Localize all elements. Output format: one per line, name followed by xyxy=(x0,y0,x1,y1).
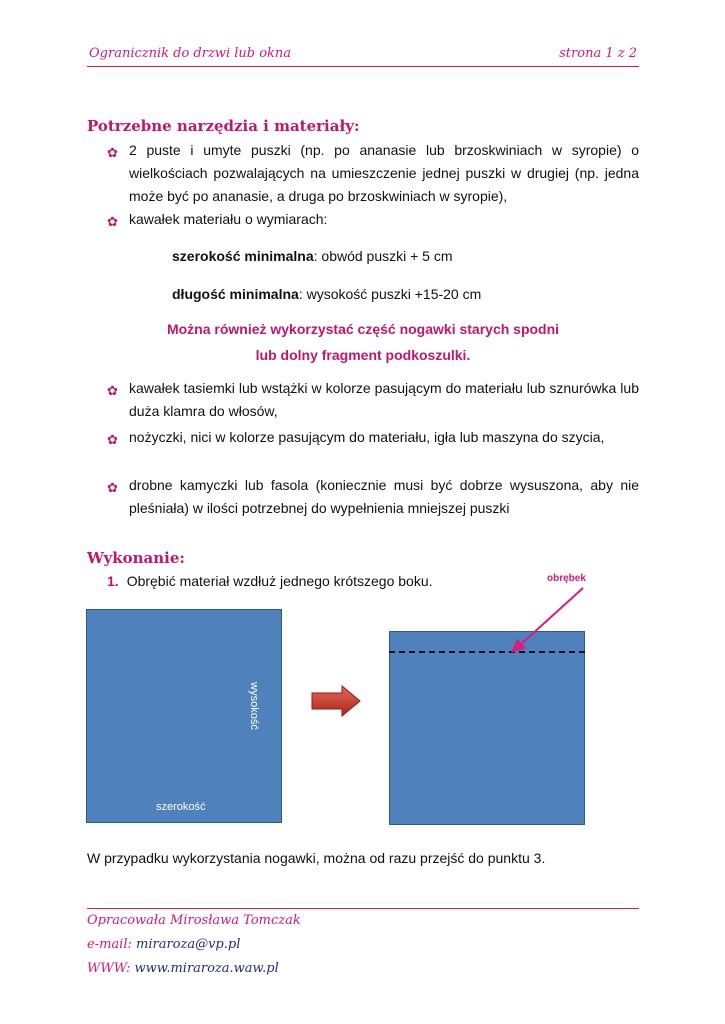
list-item: ✿ 2 puste i umyte puszki (np. po ananasie lub brzoskwiniach w syropie) o wielkościach pozwalających na umieszczenie jednej puszki w drugiej (np. jedna może być po ananasie, a druga po brzoskwiniach w syropie), xyxy=(107,142,639,204)
list-item: ✿ drobne kamyczki lub fasola (koniecznie musi być dobrze wysuszona, aby nie pleśniała) w ilości potrzebnej do wypełnienia mniejszej puszki xyxy=(107,477,639,516)
bullet-icon: ✿ xyxy=(107,383,118,398)
tools-heading: Potrzebne narzędzia i materiały: xyxy=(87,117,360,135)
page-header xyxy=(87,44,639,67)
bullet-icon: ✿ xyxy=(107,432,118,447)
author: Opracowała Mirosława Tomczak xyxy=(87,913,301,928)
list-item: ✿ kawałek tasiemki lub wstążki w kolorze pasującym do materiału lub sznurówka lub duża klamra do włosów, xyxy=(107,380,639,419)
bullet-icon: ✿ xyxy=(107,214,118,229)
list-item: ✿ kawałek materiału o wymiarach: xyxy=(107,208,639,231)
width-label: szerokość xyxy=(156,801,206,813)
bullet-icon: ✿ xyxy=(107,145,118,160)
execution-heading: Wykonanie: xyxy=(87,549,185,567)
hem-pointer-arrow-icon xyxy=(505,585,590,657)
list-item: ✿ nożyczki, nici w kolorze pasującym do materiału, igła lub maszyna do szycia, xyxy=(107,426,639,449)
hem-label: obrębek xyxy=(547,573,586,584)
page-number: strona 1 z 2 xyxy=(559,46,637,61)
email-label: e-mail: xyxy=(87,937,132,952)
min-width-spec: szerokość minimalna: obwód puszki + 5 cm xyxy=(172,248,453,264)
fabric-hemmed xyxy=(389,631,585,825)
step-1: 1. Obrębić materiał wzdłuż jednego krótszego boku. xyxy=(107,573,433,589)
page-footer xyxy=(87,908,639,981)
www-label: WWW: xyxy=(87,961,131,976)
after-step-text: W przypadku wykorzystania nogawki, można od razu przejść do punktu 3. xyxy=(87,850,546,866)
bullet-icon: ✿ xyxy=(107,480,118,495)
min-length-spec: długość minimalna: wysokość puszki +15-20 cm xyxy=(172,286,482,302)
email-link[interactable]: miraroza@vp.pl xyxy=(136,937,241,952)
height-label: wysokość xyxy=(247,682,260,730)
alternative-note: Można również wykorzystać część nogawki starych spodni lub dolny fragment podkoszulki. xyxy=(166,321,560,363)
website-link[interactable]: www.miraroza.waw.pl xyxy=(134,961,279,976)
document-title: Ogranicznik do drzwi lub okna xyxy=(89,46,292,61)
right-arrow-icon xyxy=(310,684,362,718)
